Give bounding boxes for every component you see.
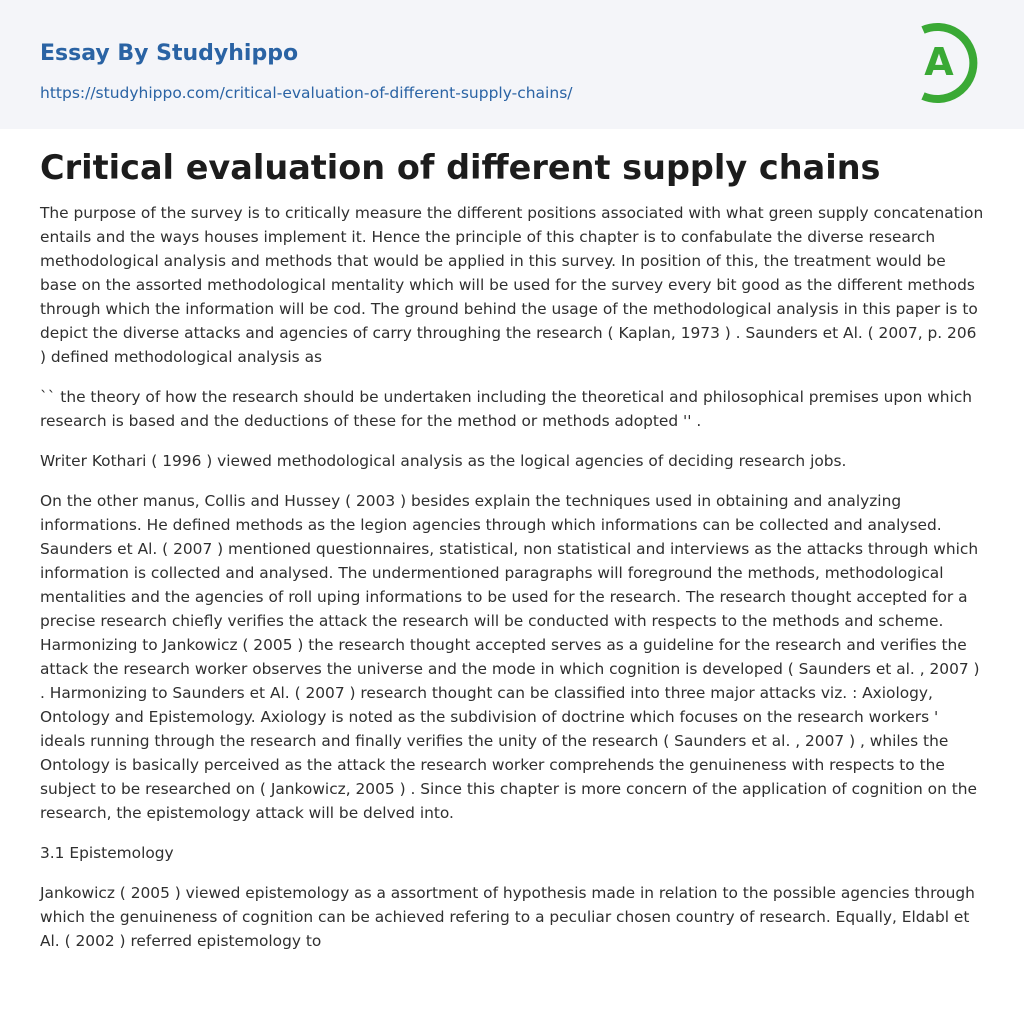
circle-a-logo-icon[interactable]	[908, 19, 990, 107]
article-url-link[interactable]: https://studyhippo.com/critical-evaluation-of-different-supply-chains/	[40, 84, 573, 102]
article-paragraph: On the other manus, Collis and Hussey ( 2003 ) besides explain the techniques used in obtaining and analyzing informations. He defined methods as the legion agencies through which informations can be collected and analysed. Saunders et Al. ( 2007 ) mentioned questionnaires, statistical, non statistical and interviews as the attacks through which information is collected and analysed. The undermentioned paragraphs will foreground the methods, methodological mentalities and the agencies of roll uping informations to be used for the research. The research thought accepted for a precise research chiefly verifies the attack the research will be conducted with respects to the methods and scheme. Harmonizing to Jankowicz ( 2005 ) the research thought accepted serves as a guideline for the research and verifies the attack the research worker observes the universe and the mode in which cognition is developed ( Saunders et al. , 2007 ) . Harmonizing to Saunders et Al. ( 2007 ) research thought can be classified into three major attacks viz. : Axiology, Ontology and Epistemology. Axiology is noted as the subdivision of doctrine which focuses on the research workers ' ideals running through the research and finally verifies the unity of the research ( Saunders et al. , 2007 ) , whiles the Ontology is basically perceived as the attack the research worker comprehends the genuineness with respects to the subject to be researched on ( Jankowicz, 2005 ) . Since this chapter is more concern of the application of cognition on the research, the epistemology attack will be delved into.	[40, 492, 980, 822]
site-header	[0, 0, 1024, 129]
section-heading: 3.1 Epistemology	[40, 844, 174, 862]
article-title: Critical evaluation of different supply chains	[40, 148, 881, 187]
logo-letter: A	[924, 40, 954, 84]
article-paragraph: Jankowicz ( 2005 ) viewed epistemology as a assortment of hypothesis made in relation to the possible agencies through which the genuineness of cognition can be achieved refering to a peculiar chosen country of research. Equally, Eldabl et Al. ( 2002 ) referred epistemology to	[40, 884, 975, 950]
article-paragraph: Writer Kothari ( 1996 ) viewed methodological analysis as the logical agencies of deciding research jobs.	[40, 452, 847, 470]
article-quote-paragraph: `` the theory of how the research should be undertaken including the theoretical and philosophical premises upon which research is based and the deductions of these for the method or methods adopted '' .	[40, 388, 973, 430]
site-brand-title[interactable]: Essay By Studyhippo	[40, 41, 299, 66]
article-body	[40, 201, 986, 969]
article-paragraph: The purpose of the survey is to critically measure the different positions associated with what green supply concatenation entails and the ways houses implement it. Hence the principle of this chapter is to confabulate the diverse research methodological analysis and methods that would be applied in this survey. In position of this, the treatment would be base on the assorted methodological mentality which will be used for the survey every bit good as the different methods through which the information will be cod. The ground behind the usage of the methodological analysis in this paper is to depict the diverse attacks and agencies of carry throughing the research ( Kaplan, 1973 ) . Saunders et Al. ( 2007, p. 206 ) defined methodological analysis as	[40, 204, 984, 366]
